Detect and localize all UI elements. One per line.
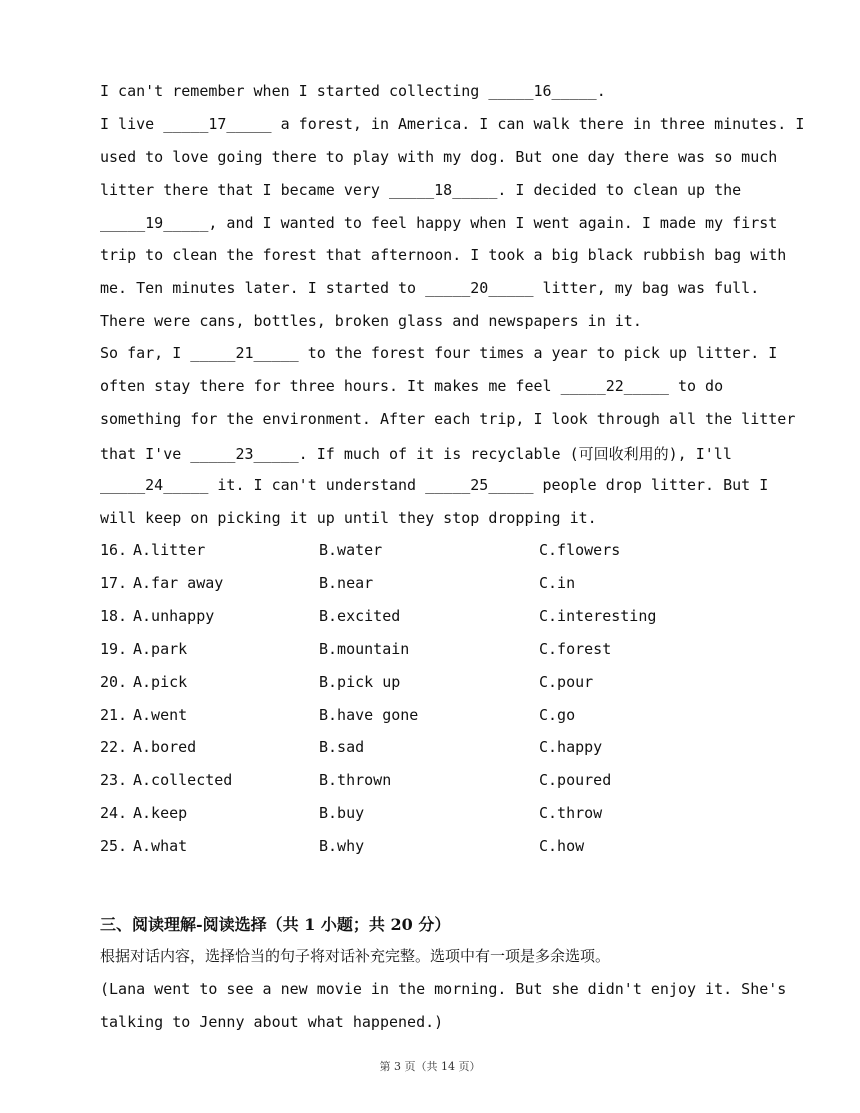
option-b: B.mountain [319, 640, 410, 658]
dialogue-context-line: talking to Jenny about what happened.) [100, 1013, 444, 1031]
option-c: C.poured [539, 771, 612, 789]
passage-line: _____19_____, and I wanted to feel happy when I went again. I made my first [100, 214, 778, 232]
option-c: C.happy [539, 738, 603, 756]
question-number: 25. [100, 837, 128, 855]
option-a: A.collected [133, 771, 233, 789]
passage-line: used to love going there to play with my dog. But one day there was so much [100, 148, 778, 166]
option-c: C.in [539, 574, 576, 592]
option-a: A.pick [133, 673, 188, 691]
question-number: 18. [100, 607, 128, 625]
question-number: 21. [100, 706, 128, 724]
passage-line: will keep on picking it up until they stop dropping it. [100, 509, 597, 527]
option-a: A.keep [133, 804, 188, 822]
option-c: C.go [539, 706, 576, 724]
question-number: 24. [100, 804, 128, 822]
option-a: A.bored [133, 738, 197, 756]
section-title: 三、阅读理解-阅读选择（共 1 小题；共 20 分） [100, 915, 451, 934]
option-b: B.thrown [319, 771, 392, 789]
option-c: C.how [539, 837, 585, 855]
option-b: B.have gone [319, 706, 419, 724]
passage-line: trip to clean the forest that afternoon. I took a big black rubbish bag with [100, 246, 787, 264]
option-b: B.sad [319, 738, 365, 756]
option-b: B.water [319, 541, 383, 559]
passage-line: often stay there for three hours. It makes me feel _____22_____ to do [100, 377, 724, 395]
page-footer: 第 3 页（共 14 页） [379, 1060, 481, 1073]
option-c: C.forest [539, 640, 612, 658]
question-number: 23. [100, 771, 128, 789]
passage-line: that I've _____23_____. If much of it is recyclable (可回收利用的), I'll [100, 445, 732, 463]
option-c: C.pour [539, 673, 594, 691]
question-number: 20. [100, 673, 128, 691]
option-b: B.pick up [319, 673, 401, 691]
option-b: B.excited [319, 607, 401, 625]
dialogue-context-line: (Lana went to see a new movie in the morning. But she didn't enjoy it. She's [100, 980, 787, 998]
option-a: A.unhappy [133, 607, 215, 625]
option-a: A.went [133, 706, 188, 724]
question-number: 19. [100, 640, 128, 658]
passage-line: There were cans, bottles, broken glass and newspapers in it. [100, 312, 642, 330]
passage-line: _____24_____ it. I can't understand _____25_____ people drop litter. But I [100, 476, 769, 494]
question-number: 22. [100, 738, 128, 756]
section-instruction: 根据对话内容，选择恰当的句子将对话补充完整。选项中有一项是多余选项。 [100, 947, 611, 965]
question-number: 16. [100, 541, 128, 559]
passage-line: litter there that I became very _____18_____. I decided to clean up the [100, 181, 742, 199]
option-b: B.buy [319, 804, 365, 822]
passage-line: I live _____17_____ a forest, in America. I can walk there in three minutes. I [100, 115, 805, 133]
option-b: B.why [319, 837, 365, 855]
passage-line: I can't remember when I started collecting _____16_____. [100, 82, 606, 100]
passage-line: me. Ten minutes later. I started to _____20_____ litter, my bag was full. [100, 279, 760, 297]
option-a: A.park [133, 640, 188, 658]
passage-line: So far, I _____21_____ to the forest four times a year to pick up litter. I [100, 344, 778, 362]
option-a: A.far away [133, 574, 224, 592]
option-c: C.flowers [539, 541, 621, 559]
option-c: C.throw [539, 804, 603, 822]
option-c: C.interesting [539, 607, 657, 625]
option-a: A.what [133, 837, 188, 855]
question-number: 17. [100, 574, 128, 592]
option-a: A.litter [133, 541, 206, 559]
passage-line: something for the environment. After each trip, I look through all the litter [100, 410, 796, 428]
option-b: B.near [319, 574, 374, 592]
